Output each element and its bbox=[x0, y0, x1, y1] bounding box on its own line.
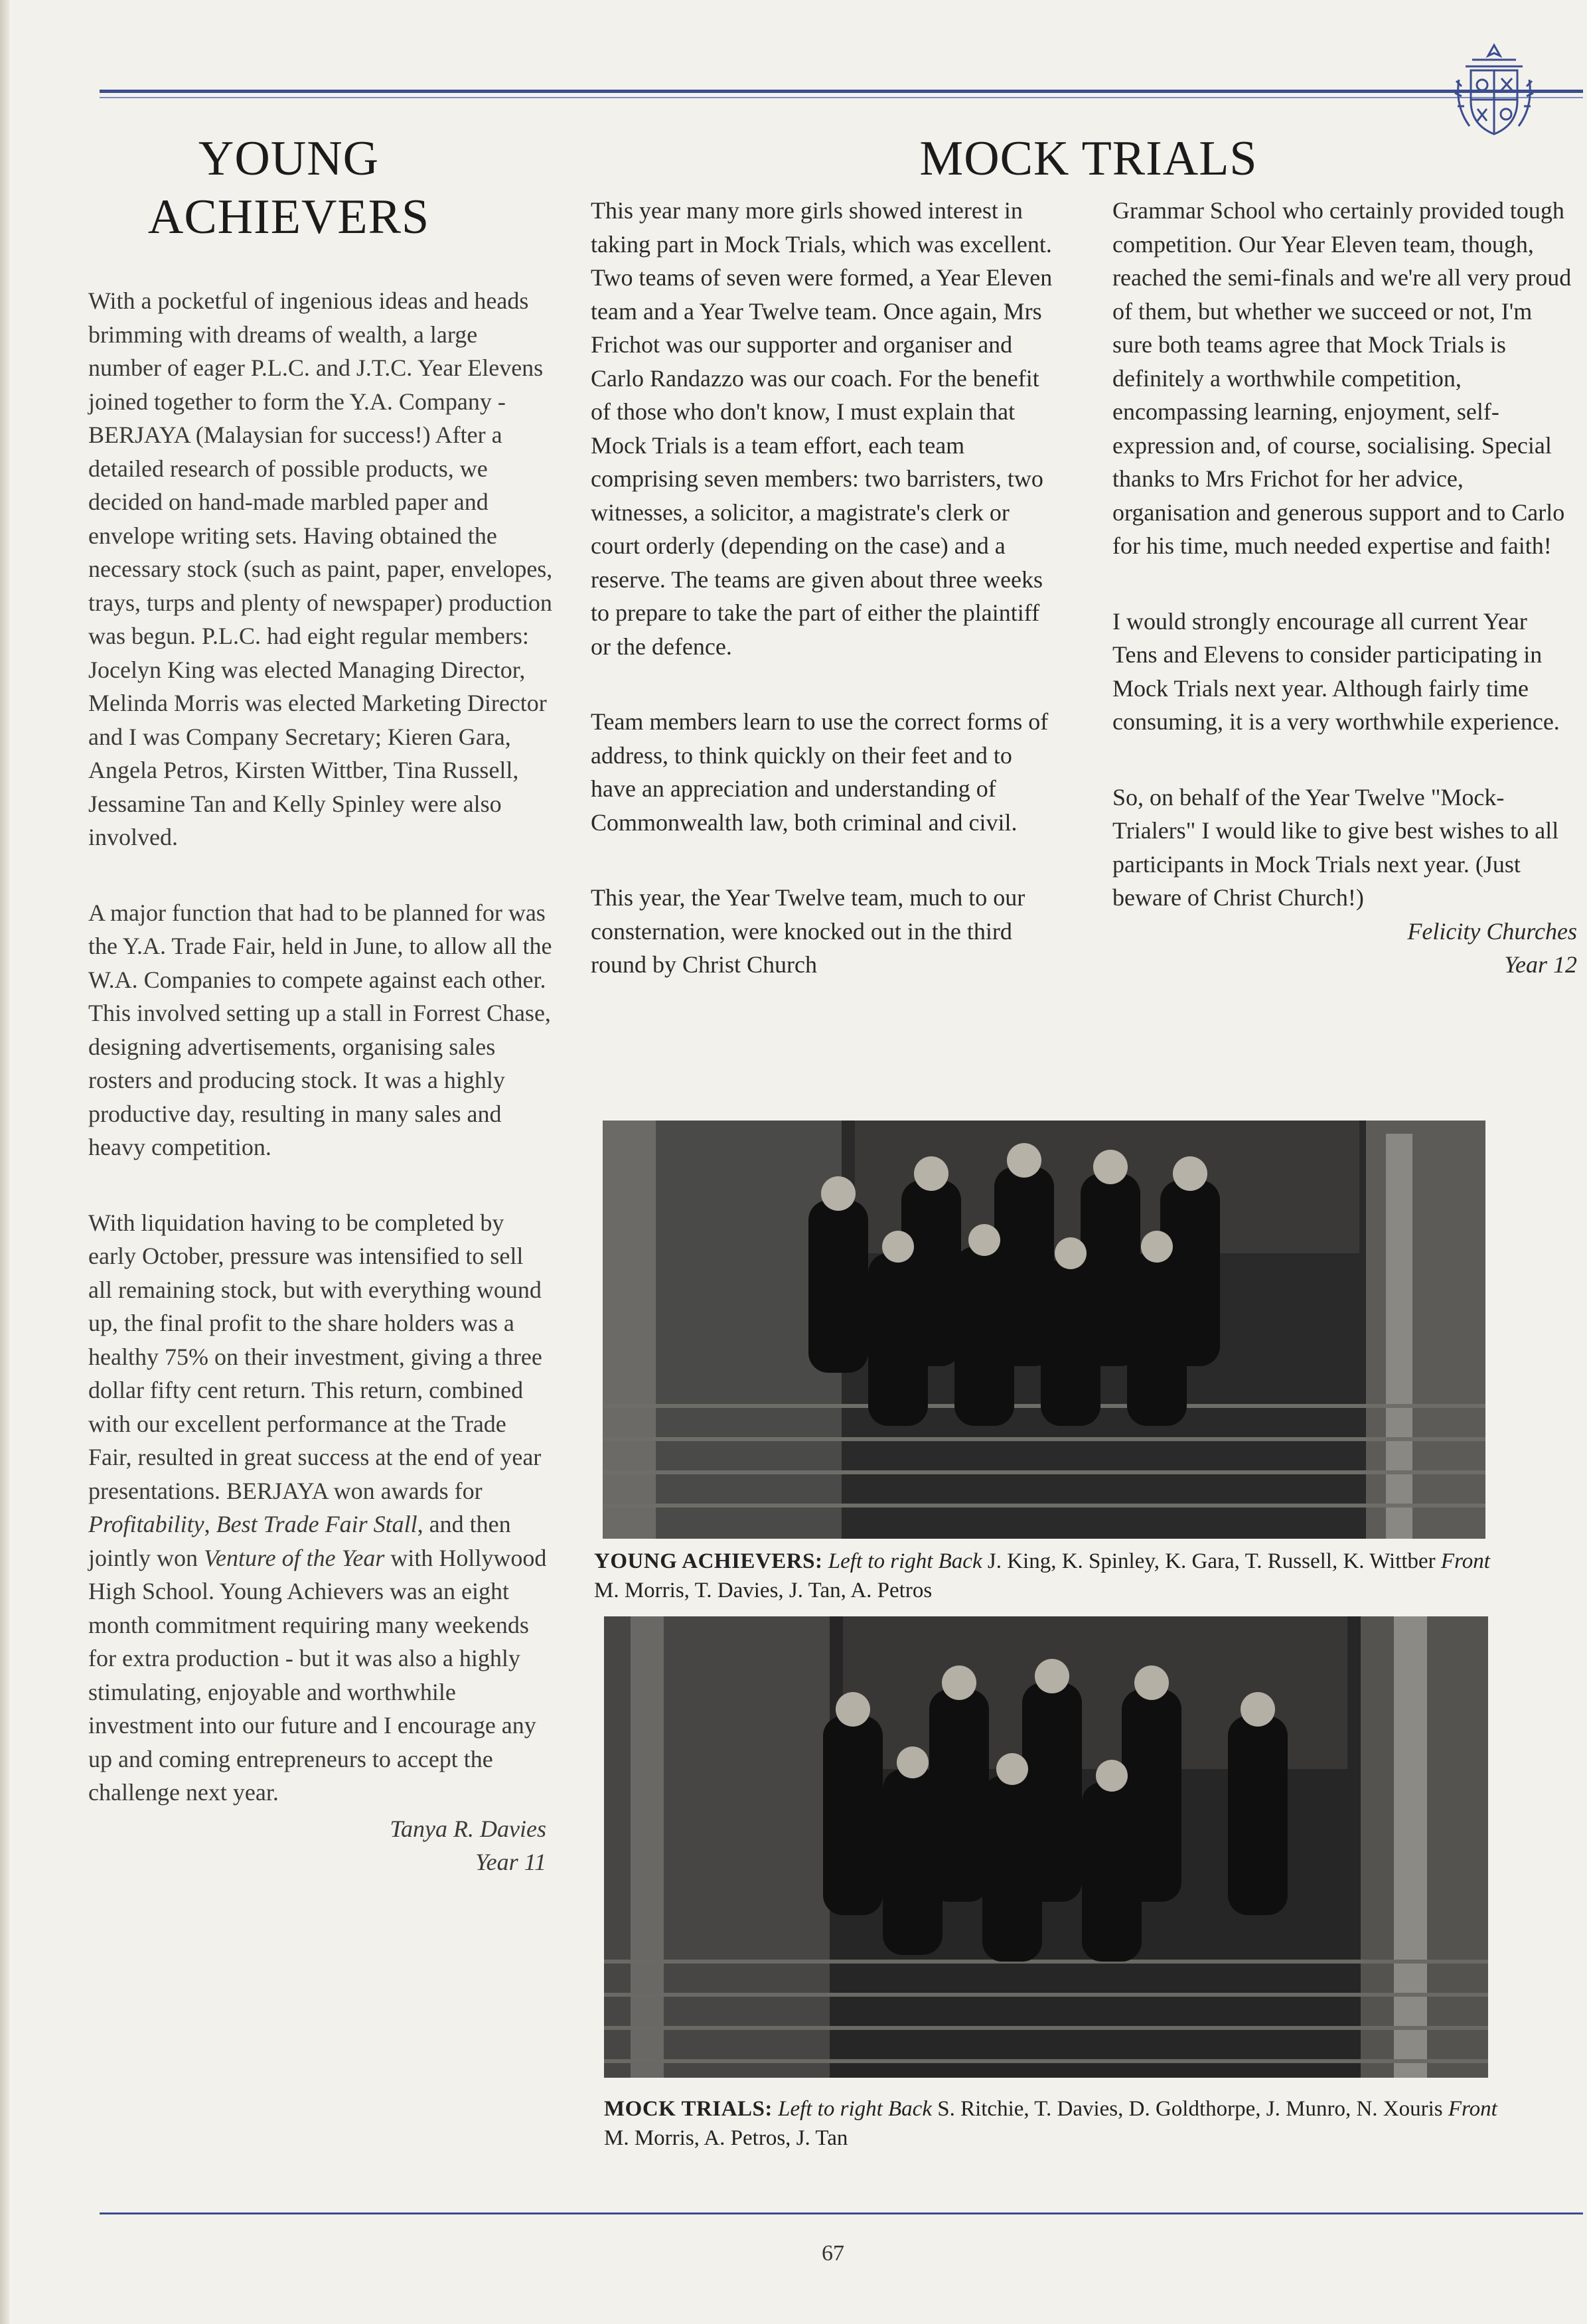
mock-trials-photo-caption bbox=[604, 2094, 1520, 2153]
mt-caption-back-label: Left to right Back bbox=[778, 2097, 932, 2121]
young-achievers-photo-caption bbox=[594, 1547, 1510, 1605]
ya-caption-front-label: Front bbox=[1440, 1549, 1490, 1573]
p3-text-1: With liquidation having to be completed by early October, pressure was intensified to sell all remaining stock, but with everything wound up, the final profit to the share holders was a healthy 75% on their investment, giving a three dollar fifty cent return. This return, combined with our excellent performance at the Trade Fair, resulted in great success at the end of year presentations. BERJAYA won awards for bbox=[88, 1209, 542, 1504]
young-achievers-group-photo bbox=[603, 1121, 1485, 1539]
page-spine-edge bbox=[0, 0, 9, 2324]
mock-trials-column-2 bbox=[1112, 194, 1577, 982]
award-profitability: Profitability bbox=[88, 1511, 204, 1537]
young-achievers-paragraph-2: A major function that had to be planned for was the Y.A. Trade Fair, held in June, to allow all the W.A. Companies to compete against each other. This involved setting up a stall in Forrest Chase, designing advertisements, organising sales rosters and producing stock. It was a highly productive day, resulting in many sales and heavy competition. bbox=[88, 899, 552, 1160]
ya-caption-back-label: Left to right Back bbox=[828, 1549, 982, 1573]
ya-caption-label: YOUNG ACHIEVERS: bbox=[594, 1549, 823, 1573]
mock-trials-title: MOCK TRIALS bbox=[919, 131, 1258, 186]
p3-separator: , bbox=[204, 1511, 216, 1537]
mock-trials-paragraph-5: I would strongly encourage all current Year Tens and Elevens to consider participating in Mock Trials next year. Although fairly time consuming, it is a very worthwhile experience. bbox=[1112, 607, 1560, 735]
mock-trials-paragraph-6: So, on behalf of the Year Twelve "Mock-Trialers" I would like to give best wishes to all participants in Mock Trials next year. (Just beware of Christ Church!) bbox=[1112, 783, 1559, 911]
mock-trials-paragraph-1: This year many more girls showed interest in taking part in Mock Trials, which was excellent. Two teams of seven were formed, a Year Eleven team and a Year Twelve team. Once again, Mrs Frichot was our supporter and organiser and Carlo Randazzo was our coach. For the benefit of those who don't know, I must explain that Mock Trials is a team effort, each team comprising seven members: two barristers, two witnesses, a solicitor, a magistrate's clerk or court orderly (depending on the case) and a reserve. The teams are given about three weeks to prepare to take the part of either the plaintiff or the defence. bbox=[591, 197, 1053, 660]
ya-caption-front-names: M. Morris, T. Davies, J. Tan, A. Petros bbox=[594, 1579, 933, 1602]
young-achievers-photo-image bbox=[603, 1121, 1485, 1539]
young-achievers-paragraph-3 bbox=[88, 1206, 553, 1810]
mock-trials-author-year: Year 12 bbox=[1504, 951, 1577, 978]
mock-trials-column-1 bbox=[591, 194, 1059, 1024]
mock-trials-paragraph-2: Team members learn to use the correct forms of address, to think quickly on their feet and to have an appreciation and understanding of Commonwealth law, both criminal and civil. bbox=[591, 708, 1049, 836]
award-venture-of-the-year: Venture of the Year bbox=[204, 1544, 385, 1571]
mock-trials-group-photo bbox=[604, 1616, 1488, 2078]
top-rule-thin bbox=[100, 97, 1583, 98]
page-number: 67 bbox=[822, 2241, 844, 2266]
mock-trials-paragraph-4: Grammar School who certainly provided tough competition. Our Year Eleven team, though, reached the semi-finals and we're all very proud of them, but whether we succeed or not, I'm sure both teams agree that Mock Trials is definitely a worthwhile competition, encompassing learning, enjoyment, self-expression and, of course, socialising. Special thanks to Mrs Frichot for her advice, organisation and generous support and to Carlo for his time, much needed expertise and faith! bbox=[1112, 197, 1572, 559]
mt-caption-front-label: Front bbox=[1448, 2097, 1497, 2121]
young-achievers-author-year: Year 11 bbox=[475, 1849, 546, 1875]
young-achievers-article bbox=[88, 284, 553, 1879]
p3-text-3: with Hollywood High School. Young Achievers was an eight month commitment requiring many weekends for extra production - but it was also a highly stimulating, enjoyable and worthwhile investment into our future and I encourage any up and coming entrepreneurs to accept the challenge next year. bbox=[88, 1544, 547, 1806]
mock-trials-photo-image bbox=[604, 1616, 1488, 2078]
school-crest-icon bbox=[1452, 40, 1536, 139]
p3-text-2: , and then jointly won bbox=[88, 1511, 511, 1571]
mt-caption-label: MOCK TRIALS: bbox=[604, 2097, 773, 2121]
mt-caption-back-names: S. Ritchie, T. Davies, D. Goldthorpe, J. Munro, N. Xouris bbox=[931, 2097, 1448, 2121]
mock-trials-paragraph-3: This year, the Year Twelve team, much to our consternation, were knocked out in the third round by Christ Church bbox=[591, 884, 1025, 978]
award-best-trade-fair-stall: Best Trade Fair Stall bbox=[216, 1511, 417, 1537]
mock-trials-author: Felicity Churches bbox=[1407, 917, 1577, 945]
bottom-rule bbox=[100, 2212, 1583, 2214]
young-achievers-title-line2: ACHIEVERS bbox=[147, 190, 430, 244]
ya-caption-back-names: J. King, K. Spinley, K. Gara, T. Russell, K. Wittber bbox=[982, 1549, 1441, 1573]
young-achievers-title bbox=[113, 129, 465, 246]
young-achievers-title-line1: YOUNG bbox=[198, 131, 380, 186]
top-rule bbox=[100, 90, 1583, 93]
young-achievers-paragraph-1: With a pocketful of ingenious ideas and heads brimming with dreams of wealth, a large number of eager P.L.C. and J.T.C. Year Elevens joined together to form the Y.A. Company - BERJAYA (Malaysian for success!) After a detailed research of possible products, we decided on hand-made marbled paper and envelope writing sets. Having obtained the necessary stock (such as paint, paper, envelopes, trays, turps and plenty of newspaper) production was begun. P.L.C. had eight regular members: Jocelyn King was elected Managing Director, Melinda Morris was elected Marketing Director and I was Company Secretary; Kieren Gara, Angela Petros, Kirsten Wittber, Tina Russell, Jessamine Tan and Kelly Spinley were also involved. bbox=[88, 287, 553, 850]
young-achievers-author: Tanya R. Davies bbox=[390, 1815, 546, 1842]
mt-caption-front-names: M. Morris, A. Petros, J. Tan bbox=[604, 2126, 848, 2150]
